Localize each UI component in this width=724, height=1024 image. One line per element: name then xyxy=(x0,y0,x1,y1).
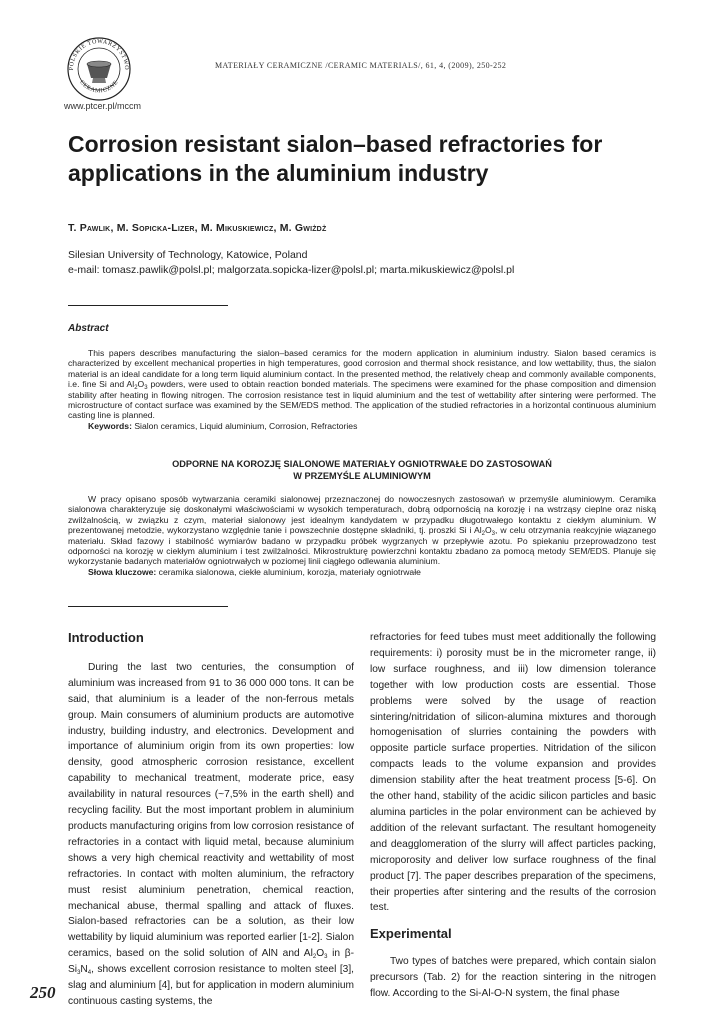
polish-title: ODPORNE NA KOROZJĘ SIALONOWE MATERIAŁY OGNIOTRWAŁE DO ZASTOSOWAŃ W PRZEMYŚLE ALUMINIOWYM xyxy=(172,459,552,481)
email-line: e-mail: tomasz.pawlik@polsl.pl; malgorzata.sopicka-lizer@polsl.pl; marta.mikuskiewicz@polsl.pl xyxy=(68,264,515,276)
affiliation xyxy=(68,248,514,278)
keywords: Keywords: Sialon ceramics, Liquid aluminium, Corrosion, Refractories xyxy=(88,420,358,431)
logo-text-bottom: CERAMICZNE xyxy=(78,79,120,95)
experimental-paragraph: Two types of batches were prepared, which contain sialon precursors (Tab. 2) for the reaction sintering in the nitrogen flow. According to the Si-Al-O-N system, the final phase xyxy=(370,956,656,1000)
continued-paragraph: refractories for feed tubes must meet additionally the following requirements: i) porosity must be in the micrometer range, ii) low surface roughness, and iii) low dimension tolerance together with low production costs are essential. Those problems were solved by the usage of reaction sintering/nitridation of silicon-alumina mixtures and thorough homogenisation of slurries containing the powders with opposite particle surface properties. Nitridation of the silicon compacts leads to the volume expansion and provides dimension stability after the heat treatment process [5-6]. On the other hand, stability of the acidic silicon particles and basic alumina particles in the polar environment can be achieved by addition of the relevant surfactant. The resultant homogeneity and deagglomeration of the slurry will affect particles packing, microporosity and deliver low surface roughness of the final product [7]. The paper describes preparation of the specimens, their properties after sintering and the results of the corrosion test. xyxy=(370,632,656,914)
author-surname: Pawlik xyxy=(79,222,111,234)
page-number: 250 xyxy=(30,983,56,1002)
divider xyxy=(68,606,228,607)
polish-abstract-body: W pracy opisano sposób wytwarzania ceramiki sialonowej przeznaczonej do nowoczesnych zastosowań w przemyśle aluminiowym. Ceramika sialonowa charakteryzuje się doskonałymi właściwościami w wysokich temperaturach, dobrą odpornością na korozję i na wstrząsy cieplne oraz niską zwilżalnością, w związku z czym, materiał sialonowy jest idealnym kandydatem w przypadku długotrwałego kontaktu z ciekłym aluminium. W prezentowanej metodzie, wykorzystano względnie tanie i powszechnie dostępne składniki, tj. proszki Si i $Al_2O_3$, w celu otrzymania reakcyjnie wiązanego materiału. Skład fazowy i stabilność wymiarów badano w przypadku próbek wygrzanych w przepływie azotu. Po spiekaniu przeprowadzono test odporności na korozję w ciekłym aluminium i test zwilżalności. Mikrostrukturę powierzchni kontaktu zbadano za pomocą metody SEM/EDS. Planuje się wykorzystanie badanych materiałów ogniotrwałych w poziomej linii ciągłego odlewania aluminium. Słowa kluczowe: ceramika sialonowa, ciekłe aluminium, korozja, materiały ogniotrwałe xyxy=(68,494,656,577)
introduction-heading: Introduction xyxy=(68,630,144,645)
right-column xyxy=(370,630,656,1002)
author-initial: T. xyxy=(68,222,80,234)
left-column xyxy=(68,630,354,1010)
author-surname: Gwiżdż xyxy=(294,222,327,234)
author-initial: M. xyxy=(200,222,217,234)
author-surname: Mikuskiewicz xyxy=(216,222,274,234)
institution: Silesian University of Technology, Katowice, Poland xyxy=(68,249,308,261)
author-list: T. Pawlik, M. Sopicka-Lizer, M. Mikuskiewicz, M. Gwiżdż xyxy=(68,222,327,234)
paper-title: Corrosion resistant sialon–based refractories for applications in the aluminium industry xyxy=(68,131,603,186)
introduction-paragraph: During the last two centuries, the consumption of aluminium was increased from 91 to 36 000 000 tons. It can be said, that aluminium is a leader of the non-ferrous metals group. Main consumers of aluminium products are automotive industry, building industry, and electronics. Development and importance of aluminium origin from its own properties: low density, good atmospheric corrosion resistance, excellent capability to mechanical treatment, moderate price, easy availability in natural resources (~7,5% in the earth shell) and recycling facility. But the most important problem in aluminium products manufacturing origins from low corrosion resistance of refractories in a contact with liquid metal, because aluminium shows a very high chemical reactivity and wettability of most refractories. In contact with molten aluminium, the refractory must resist aluminium penetration, chemical reaction, mechanical abuse, thermal spalling and attack of fluxes. Sialon-based refractories can be a solution, as their low wettability by liquid aluminium was reported earlier [1-2]. Sialon ceramics, based on the solid solution of AlN and $Al_2O_3$ in $\beta-Si_3N_4$, shows excellent corrosion resistance to molten steel [3], slag and aluminium [4], but for application in modern aluminium continuous casting systems, the xyxy=(68,661,355,1007)
divider xyxy=(68,305,228,306)
author-initial: M. xyxy=(116,222,132,234)
author-initial: M. xyxy=(279,222,295,234)
logo-text-top: POLSKIE TOWARZYSTWO xyxy=(68,38,130,71)
author-surname: Sopicka-Lizer xyxy=(131,222,195,234)
society-logo xyxy=(60,36,138,102)
abstract-heading: Abstract xyxy=(68,323,109,334)
abstract-body: This papers describes manufacturing the sialon–based ceramics for the modern application in aluminium industry. Sialon based ceramics is characterized by excellent mechanical properties in high temperatures, good corrosion and thermal shock resistance, and low wettability, thus, the sialon material is an ideal candidate for a long term liquid aluminium contact. In the presented method, the relatively cheap and commonly available components, i.e. fine Si and $Al_2O_3$ powders, were used to obtain reaction bonded materials. The specimens were examined for the phase composition and dimension stability after heating in flowing nitrogen. The corrosion resistance test in liquid aluminium and the test of wettability after sintering were performed. The microstructure of contact surface was examined by the SEM/EDS method. The application of the studied refractories in a horizontal continuous aluminium casting line is planned. Keywords: Sialon ceramics, Liquid aluminium, Corrosion, Refractories xyxy=(68,348,656,431)
journal-citation: MATERIAŁY CERAMICZNE /CERAMIC MATERIALS/, 61, 4, (2009), 250-252 xyxy=(215,61,507,70)
experimental-heading: Experimental xyxy=(370,926,452,942)
journal-url[interactable]: www.ptcer.pl/mccm xyxy=(64,101,142,111)
polish-keywords: Słowa kluczowe: ceramika sialonowa, ciekłe aluminium, korozja, materiały ogniotrwałe xyxy=(88,566,421,577)
